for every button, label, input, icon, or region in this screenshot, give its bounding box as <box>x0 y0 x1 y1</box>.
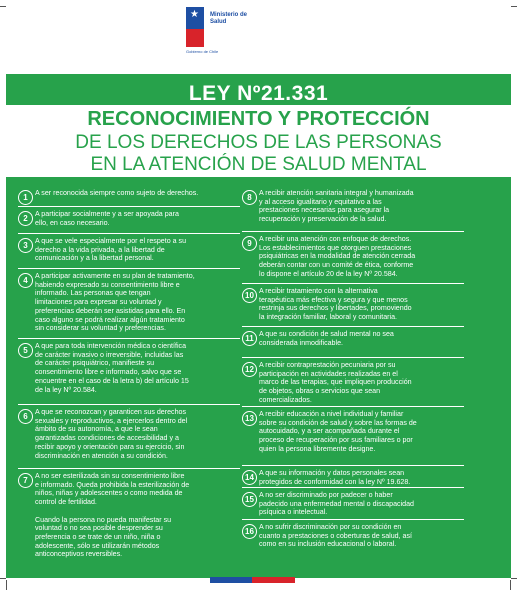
crop-mark <box>510 580 511 590</box>
crop-mark <box>6 580 7 590</box>
right-item <box>18 338 240 394</box>
footer-flag <box>210 577 295 583</box>
item-number: 7 <box>18 473 33 488</box>
title-line-1: RECONOCIMIENTO Y PROTECCIÓN <box>87 108 430 130</box>
crop-mark <box>0 578 6 579</box>
item-number: 9 <box>242 236 257 251</box>
item-number: 1 <box>18 190 33 205</box>
item-text: A recibir educación a nivel individual y familiar sobre su condición de salud y sobre las formas de autocuidado, y a ser acompañada durante el proceso de recuperación por sus familiares o por quien la persona libremente designe. <box>259 410 417 453</box>
item-number: 10 <box>242 288 257 303</box>
right-item <box>242 519 464 549</box>
logo-name: Ministerio de Salud <box>210 12 248 25</box>
right-item <box>242 487 464 517</box>
right-item <box>242 283 464 322</box>
item-number: 11 <box>242 331 257 346</box>
poster <box>6 0 511 578</box>
item-number: 2 <box>18 211 33 226</box>
item-text: A recibir atención sanitaria integral y humanizada y al acceso igualitario y equitativo a las prestaciones necesarias para asegurar la recuperación y preservación de la salud. <box>259 189 414 224</box>
item-text: A que su información y datos personales sean protegidos de conformidad con la ley Nº 19.628. <box>259 469 411 486</box>
item-text: A no ser discriminado por padecer o haber padecido una enfermedad mental o discapacidad psíquica o intelectual. <box>259 491 414 517</box>
header <box>6 0 511 74</box>
right-item <box>242 231 464 278</box>
item-number: 14 <box>242 470 257 485</box>
item-text: A participar socialmente y a ser apoyada para ello, en caso necesario. <box>35 210 179 227</box>
item-text: A que se reconozcan y garanticen sus derechos sexuales y reproductivos, a ejercerlos dentro del ámbito de su autonomía, a que le sean garantizadas condiciones de accesibilidad y a recibir apoyo y orientación para su ejercicio, sin discriminación en atención a su condición. <box>35 408 188 460</box>
title-line-2: DE LOS DERECHOS DE LAS PERSONAS <box>75 132 442 153</box>
logo-subtitle: Gobierno de Chile <box>186 49 219 54</box>
right-item <box>18 468 240 559</box>
right-item <box>242 406 464 453</box>
item-text: A recibir contraprestación pecuniaria por su participación en actividades realizadas en el marco de las terapias, que impliquen producción de objetos, obras o servicios que sean comercializados. <box>259 361 412 404</box>
right-item <box>242 465 464 486</box>
item-number: 15 <box>242 492 257 507</box>
item-number: 4 <box>18 273 33 288</box>
item-text: A que se vele especialmente por el respeto a su derecho a la vida privada, a la libertad de comunicación y a la libertad personal. <box>35 237 187 263</box>
title-line-3: EN LA ATENCIÓN DE SALUD MENTAL <box>90 154 427 175</box>
right-item <box>18 233 240 263</box>
item-number: 12 <box>242 362 257 377</box>
right-item <box>18 206 240 227</box>
item-text: A recibir una atención con enfoque de derechos. Los establecimientos que otorguen prestaciones psiquiátricas en la modalidad de atención cerrada deberán contar con un comité de ética, conforme lo dispone el artículo 20 de la ley Nº 20.584. <box>259 235 416 278</box>
right-item <box>242 357 464 404</box>
item-number: 6 <box>18 409 33 424</box>
item-text: A no sufrir discriminación por su condición en cuanto a prestaciones o coberturas de salud, así como en su inclusión educacional o laboral. <box>259 523 413 549</box>
item-text: A recibir tratamiento con la alternativa terapéutica más efectiva y segura y que menos restrinja sus derechos y libertades, promoviendo la integración familiar, laboral y comunitaria. <box>259 287 412 322</box>
item-text: A participar activamente en su plan de tratamiento, habiendo expresado su consentimiento libre e informado. Las personas que tengan limitaciones para expresar su voluntad y preferencias deberán ser asistidas para ello. En caso alguno se podrá realizar algún tratamiento sin considerar su voluntad y preferencias. <box>35 272 195 333</box>
crop-mark <box>511 578 517 579</box>
item-number: 16 <box>242 524 257 539</box>
law-title: LEY Nº21.331 <box>188 82 329 105</box>
item-text: A no ser esterilizada sin su consentimiento libre e informado. Queda prohibida la esterilización de niños, niñas y adolescentes o como medida de control de fertilidad. Cuando la persona no pueda manifestar su voluntad o no sea posible desprender su preferencia o se trate de un niño, niña o adolescente, sólo se utilizarán métodos anticonceptivos reversibles. <box>35 472 190 559</box>
crop-mark <box>511 6 517 7</box>
item-text: A ser reconocida siempre como sujeto de derechos. <box>35 189 199 197</box>
item-number: 5 <box>18 343 33 358</box>
item-number: 3 <box>18 238 33 253</box>
right-item <box>18 268 240 333</box>
item-text: A que su condición de salud mental no sea considerada inmodificable. <box>259 330 394 347</box>
right-item <box>18 404 240 460</box>
item-number: 8 <box>242 190 257 205</box>
right-item <box>242 326 464 347</box>
item-number: 13 <box>242 411 257 426</box>
ministry-logo <box>184 6 256 61</box>
item-text: A que para toda intervención médica o científica de carácter invasivo o irreversible, incluidas las de carácter psiquiátrico, manifieste su consentimiento libre e informado, salvo que se encuentre en el caso de la letra b) del artículo 15 de la ley Nº 20.584. <box>35 342 189 394</box>
flag-icon: ★ <box>186 7 204 47</box>
